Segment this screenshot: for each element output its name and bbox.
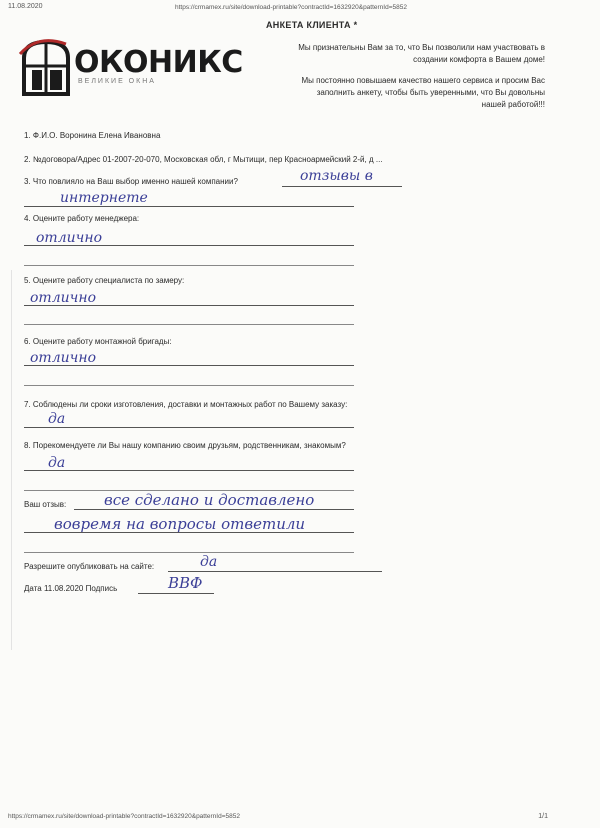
q3-answer-underline-1 [282,186,402,187]
q5-answer: отлично [30,290,96,306]
signature: ВВФ [168,574,203,592]
publish-label: Разрешите опубликовать на сайте: [24,562,155,571]
q6-label: 6. Оцените работу монтажной бригады: [24,337,172,346]
review-answer-line-1: все сделано и доставлено [104,491,315,509]
q8-label: 8. Порекомендуете ли Вы нашу компанию своим друзьям, родственникам, знакомым? [24,441,346,450]
scan-edge-line [11,270,12,650]
publish-underline [168,571,382,572]
q4-answer: отлично [36,230,102,246]
q5-label: 5. Оцените работу специалиста по замеру: [24,276,185,285]
footer-url: https://crmamex.ru/site/download-printable?contractId=1632920&patternId=5852 [8,813,240,820]
intro-paragraph-2: Мы постоянно повышаем качество нашего сервиса и просим Вас заполнить анкету, чтобы быть уверенными, что Вы довольны нашей работой!!! [301,76,545,109]
review-underline-3 [24,552,354,553]
window-logo-icon [18,36,78,98]
q3-answer-underline-2 [24,206,354,207]
q1-label: 1. Ф.И.О. Воронина Елена Ивановна [24,131,161,140]
q7-answer: да [48,411,66,427]
q4-underline-1 [24,245,354,246]
q6-answer: отлично [30,350,96,366]
brand-tagline: ВЕЛИКИЕ ОКНА [78,78,156,85]
q3-label: 3. Что повлияло на Ваш выбор именно нашей компании? [24,177,238,186]
q6-underline-1 [24,365,354,366]
publish-answer: да [200,554,218,570]
review-underline-2 [24,532,354,533]
q5-underline-1 [24,305,354,306]
date-signature-label: Дата 11.08.2020 Подпись [24,584,118,593]
q4-underline-2 [24,265,354,266]
q5-underline-2 [24,324,354,325]
q7-label: 7. Соблюдены ли сроки изготовления, доставки и монтажных работ по Вашему заказу: [24,400,348,409]
q7-underline [24,427,354,428]
review-underline-1 [74,509,354,510]
q3-answer-line-1: отзывы в [300,168,373,184]
q6-underline-2 [24,385,354,386]
q4-label: 4. Оцените работу менеджера: [24,214,140,223]
review-label: Ваш отзыв: [24,500,67,509]
brand-name: ОКОНИКС [74,45,243,80]
page-number: 1/1 [538,813,548,820]
q3-answer-line-2: интернете [60,190,148,206]
intro-paragraph-1: Мы признательны Вам за то, что Вы позволили нам участвовать в создании комфорта в Вашем доме! [298,43,545,64]
signature-underline [138,593,214,594]
print-url: https://crmamex.ru/site/download-printable?contractId=1632920&patternId=5852 [175,4,407,11]
q2-label: 2. №договора/Адрес 01-2007-20-070, Московская обл, г Мытищи, пер Красноармейский 2-й, д ... [24,155,383,164]
q8-underline-1 [24,470,354,471]
q8-answer: да [48,455,66,471]
review-answer-line-2: вовремя на вопросы ответили [54,515,306,533]
page-title: АНКЕТА КЛИЕНТА * [266,20,358,30]
print-date: 11.08.2020 [8,3,43,10]
